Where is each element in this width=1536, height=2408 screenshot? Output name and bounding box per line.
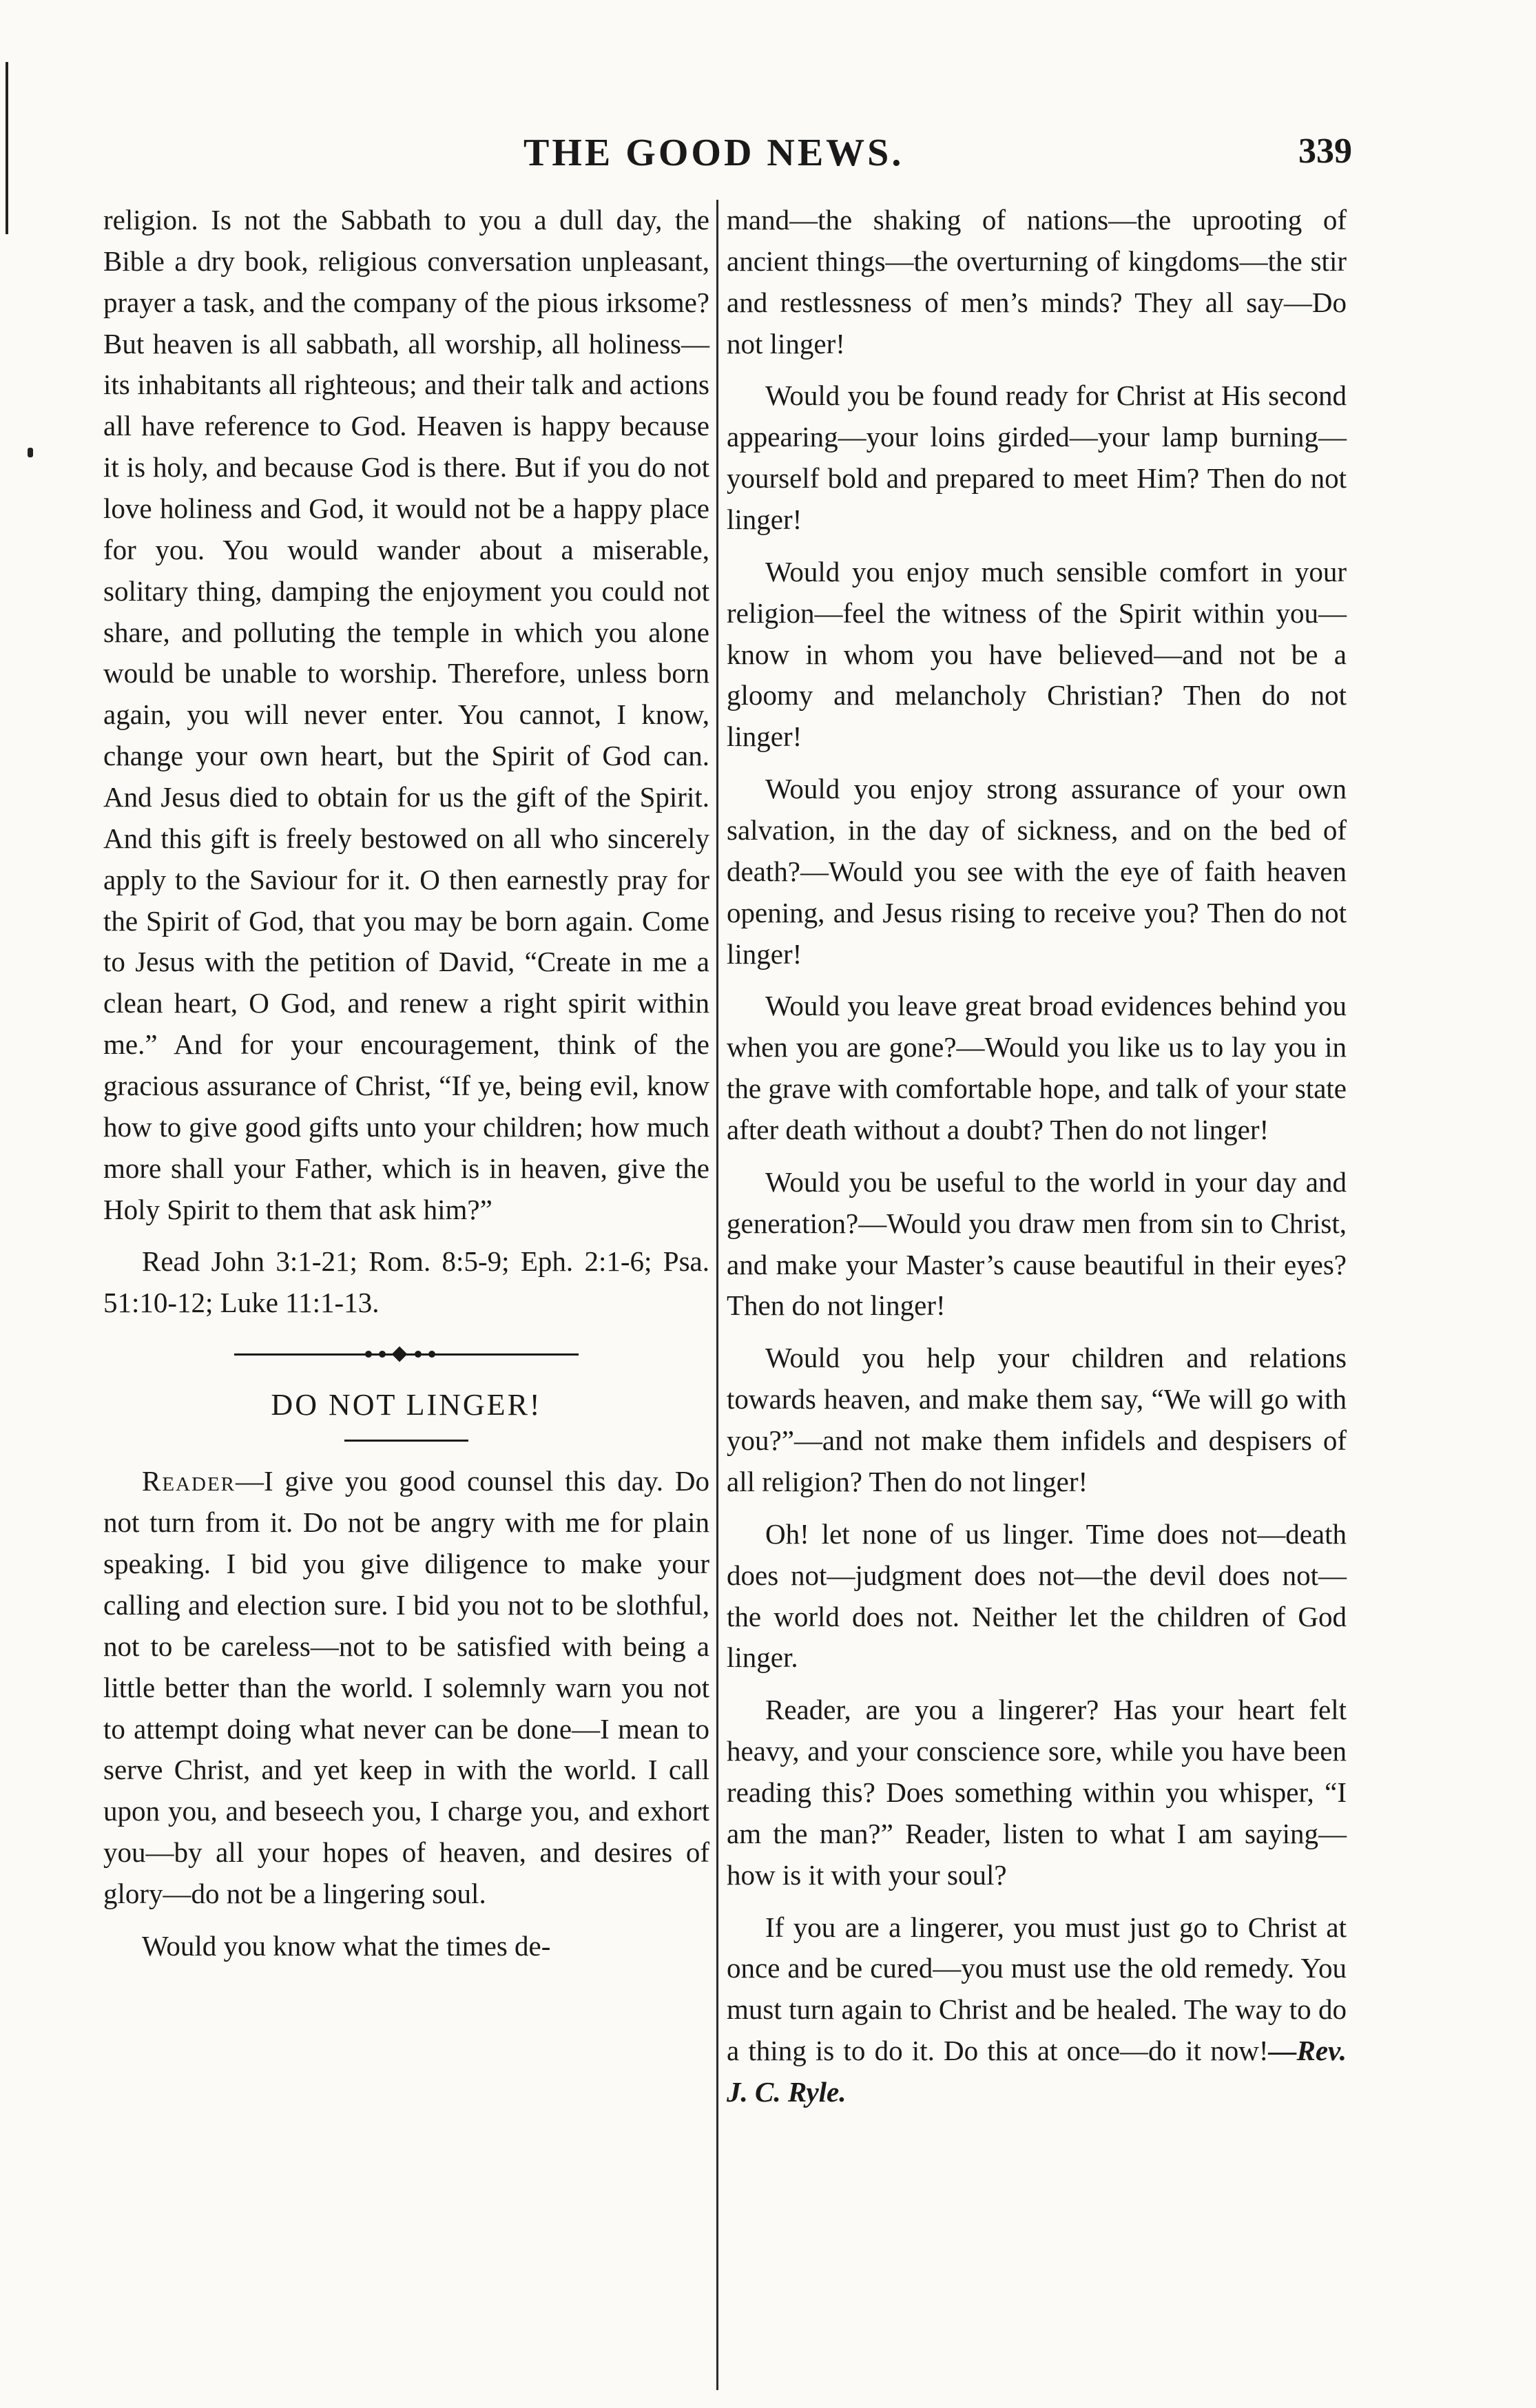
reader-lead: Reader bbox=[142, 1465, 236, 1497]
right-paragraph-10 bbox=[727, 1907, 1347, 2113]
right-column bbox=[727, 200, 1347, 2124]
left-paragraph-final: Would you know what the times de- bbox=[142, 1929, 551, 1962]
scripture-references: Read John 3:1-21; Rom. 8:5-9; Eph. 2:1-6; Psa. 51:10-12; Luke 11:1-13. bbox=[103, 1245, 709, 1319]
page-number: 339 bbox=[1298, 132, 1352, 171]
reader-text: —I give you good counsel this day. Do not turn from it. Do not be angry with me for plain speaking. I bid you give diligence to make your calling and election sure. I bid you not to be slothful, not to be careless—not to be satisfied with being a little better than the world. I solemnly warn you not to attempt doing what never can be done—I mean to serve Christ, and yet keep in with the world. I call upon you, and beseech you, I charge you, and exhort you—by all your hopes of heaven, and desires of glory—do not be a lingering soul. bbox=[103, 1465, 709, 1910]
margin-mark bbox=[28, 448, 33, 457]
right-paragraph-3: Would you enjoy much sensible comfort in your religion—feel the witness of the Spirit within you—know in whom you have believed—and not be a gloomy and melancholy Christian? Then do not linger! bbox=[727, 555, 1347, 753]
right-paragraph-9: Reader, are you a lingerer? Has your heart felt heavy, and your conscience sore, while you have been reading this? Does something within you whisper, “I am the man?” Reader, listen to what I am saying—how is it with your soul? bbox=[727, 1694, 1347, 1891]
running-title: THE GOOD NEWS. bbox=[523, 132, 904, 174]
author-signature: —Rev. J. C. Ryle. bbox=[727, 2035, 1347, 2108]
right-paragraph-2: Would you be found ready for Christ at His second appearing—your loins girded—your lamp burning—yourself bold and prepared to meet Him? Then do not linger! bbox=[727, 380, 1347, 536]
left-column bbox=[103, 200, 709, 1978]
column-divider bbox=[716, 200, 718, 2390]
right-paragraph-4: Would you enjoy strong assurance of your own salvation, in the day of sickness, and on the bed of death?—Would you see with the eye of faith heaven opening, and Jesus rising to receive you? Then do not linger! bbox=[727, 773, 1347, 970]
right-paragraph-8: Oh! let none of us linger. Time does not—death does not—judgment does not—the devil does not—the world does not. Neither let the children of God linger. bbox=[727, 1517, 1347, 1674]
right-paragraph-6: Would you be useful to the world in your day and generation?—Would you draw men from sin to Christ, and make your Master’s cause beautiful in their eyes? Then do not linger! bbox=[727, 1165, 1347, 1322]
right-paragraph-7: Would you help your children and relations towards heaven, and make them say, “We will go with you?”—and not make them infidels and despisers of all religion? Then do not linger! bbox=[727, 1342, 1347, 1497]
left-paragraph-reader bbox=[103, 1461, 709, 1914]
left-paragraph-1: religion. Is not the Sabbath to you a dull day, the Bible a dry book, religious conversation unpleasant, prayer a task, and the company of the pious irksome? But heaven is all sabbath, all worship, all holiness—its inhabitants all righteous; and their talk and actions all have reference to God. Heaven is happy because it is holy, and because God is there. But if you do not love holiness and God, it would not be a happy place for you. You would wander about a miserable, solitary thing, damping the enjoyment you could not share, and polluting the temple in which you alone would be unable to worship. Therefore, unless born again, you will never enter. You cannot, I know, change your own heart, but the Spirit of God can. And Jesus died to obtain for us the gift of the Spirit. And this gift is freely bestowed on all who sincerely apply to the Saviour for it. O then earnestly pray for the Spirit of God, that you may be born again. Come to Jesus with the petition of David, “Create in me a clean heart, O God, and renew a right spirit within me.” And for your encouragement, think of the gracious assurance of Christ, “If ye, being evil, know how to give good gifts unto your children; how much more shall your Father, which is in heaven, give the Holy Spirit to them that ask him?” bbox=[103, 204, 709, 1225]
closing-text: If you are a lingerer, you must just go to Christ at once and be cured—you must use the old remedy. You must turn again to Christ and be healed. The way to do a thing is to do it. Do this at once—do it now! bbox=[727, 1911, 1347, 2067]
right-paragraph-5: Would you leave great broad evidences behind you when you are gone?—Would you like us to lay you in the grave with comfortable hope, and talk of your state after death without a doubt? Then do not linger! bbox=[727, 990, 1347, 1146]
right-paragraph-1: mand—the shaking of nations—the uprooting of ancient things—the overturning of kingdoms—the stir and restlessness of men’s minds? They all say—Do not linger! bbox=[727, 204, 1347, 360]
title-rule bbox=[344, 1440, 468, 1442]
section-ornament bbox=[234, 1347, 579, 1361]
margin-rule bbox=[6, 62, 8, 234]
section-title: DO NOT LINGER! bbox=[271, 1388, 542, 1422]
